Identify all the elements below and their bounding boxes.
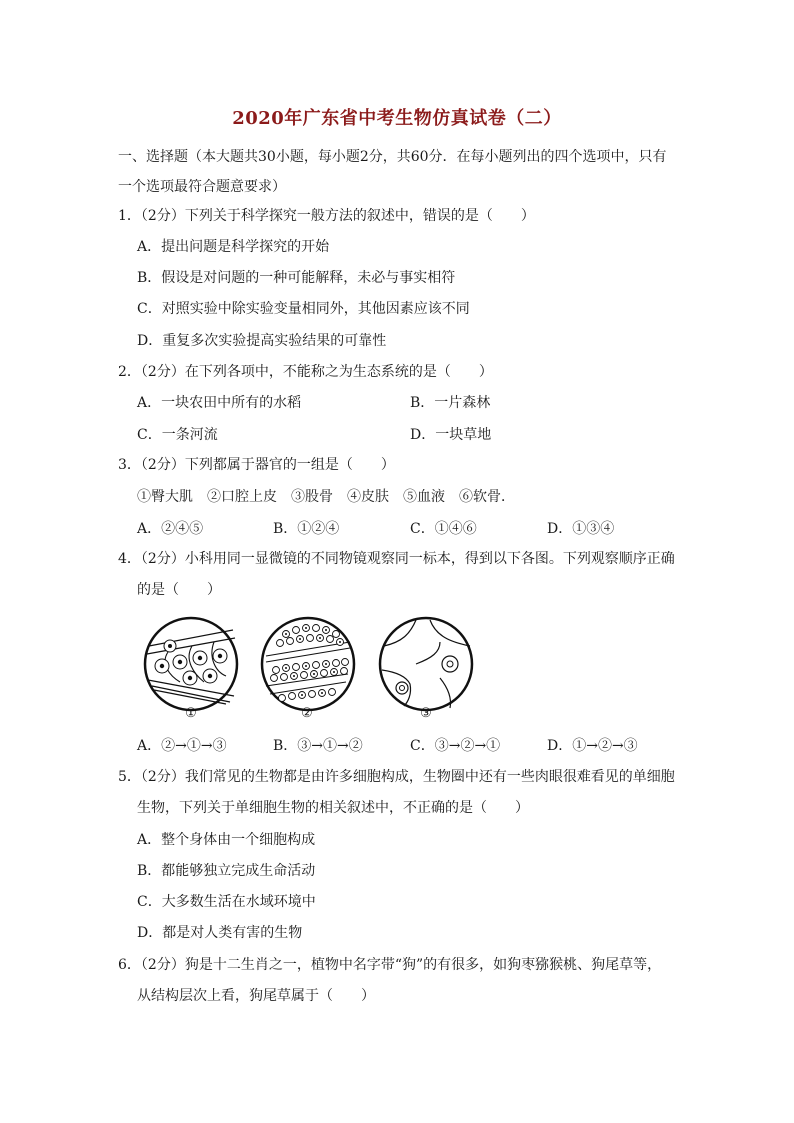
microscope-view-1 (145, 618, 237, 710)
figure-label-2: ② (301, 706, 313, 721)
q6-stem-line2: 从结构层次上看，狗尾草属于（ ） (137, 988, 375, 1004)
q2-stem: 2．（2分）在下列各项中，不能称之为生态系统的是（ ） (118, 364, 493, 380)
q3-stem: 3．（2分）下列都属于器官的一组是（ ） (118, 457, 395, 473)
q4-stem-line1: 4．（2分）小科用同一显微镜的不同物镜观察同一标本，得到以下各图。下列观察顺序正确 (118, 551, 675, 567)
q2-option-b: B．一片森林 (410, 395, 491, 411)
q4-option-c: C．③→②→① (410, 738, 501, 754)
q3-option-c: C．①④⑥ (410, 521, 477, 537)
q1-option-b: B．假设是对问题的一种可能解释，未必与事实相符 (137, 270, 456, 286)
section-heading-line2: 一个选项最符合题意要求） (118, 179, 286, 195)
q1-option-a: A．提出问题是科学探究的开始 (137, 239, 330, 255)
q5-stem-line1: 5．（2分）我们常见的生物都是由许多细胞构成，生物圈中还有一些肉眼很难看见的单细胞 (118, 769, 675, 785)
q2-option-a: A．一块农田中所有的水稻 (137, 395, 302, 411)
exam-title: 2020年广东省中考生物仿真试卷（二） (232, 108, 562, 129)
q6-stem-line1: 6．（2分）狗是十二生肖之一，植物中名字带“狗”的有很多，如狗枣猕猴桃、狗尾草等， (118, 957, 662, 973)
q1-stem: 1．（2分）下列关于科学探究一般方法的叙述中，错误的是（ ） (118, 208, 535, 224)
q2-option-c: C．一条河流 (137, 427, 218, 443)
microscope-view-2 (262, 618, 354, 710)
q4-option-d: D．①→②→③ (547, 738, 638, 754)
microscope-view-3 (380, 618, 472, 710)
q2-option-d: D．一块草地 (410, 427, 492, 443)
q4-option-a: A．②→①→③ (137, 738, 227, 754)
figure-label-3: ③ (420, 706, 432, 721)
q5-option-d: D．都是对人类有害的生物 (137, 925, 303, 941)
section-heading-line1: 一、选择题（本大题共30小题，每小题2分，共60分．在每小题列出的四个选项中，只有 (118, 149, 667, 165)
q5-stem-line2: 生物，下列关于单细胞生物的相关叙述中，不正确的是（ ） (137, 800, 529, 816)
q3-option-d: D．①③④ (547, 521, 615, 537)
q1-option-c: C．对照实验中除实验变量相同外，其他因素应该不同 (137, 301, 470, 317)
q5-option-c: C．大多数生活在水域环境中 (137, 894, 316, 910)
q3-option-b: B．①②④ (273, 521, 340, 537)
q4-option-b: B．③→①→② (273, 738, 363, 754)
q3-option-a: A．②④⑤ (137, 521, 204, 537)
microscope-figure (140, 612, 480, 724)
q5-option-b: B．都能够独立完成生命活动 (137, 863, 316, 879)
q4-stem-line2: 的是（ ） (137, 582, 221, 598)
q5-option-a: A．整个身体由一个细胞构成 (137, 832, 316, 848)
q3-items: ①臀大肌 ②口腔上皮 ③股骨 ④皮肤 ⑤血液 ⑥软骨． (137, 489, 515, 505)
figure-label-1: ① (185, 706, 197, 721)
q1-option-d: D．重复多次实验提高实验结果的可靠性 (137, 333, 387, 349)
